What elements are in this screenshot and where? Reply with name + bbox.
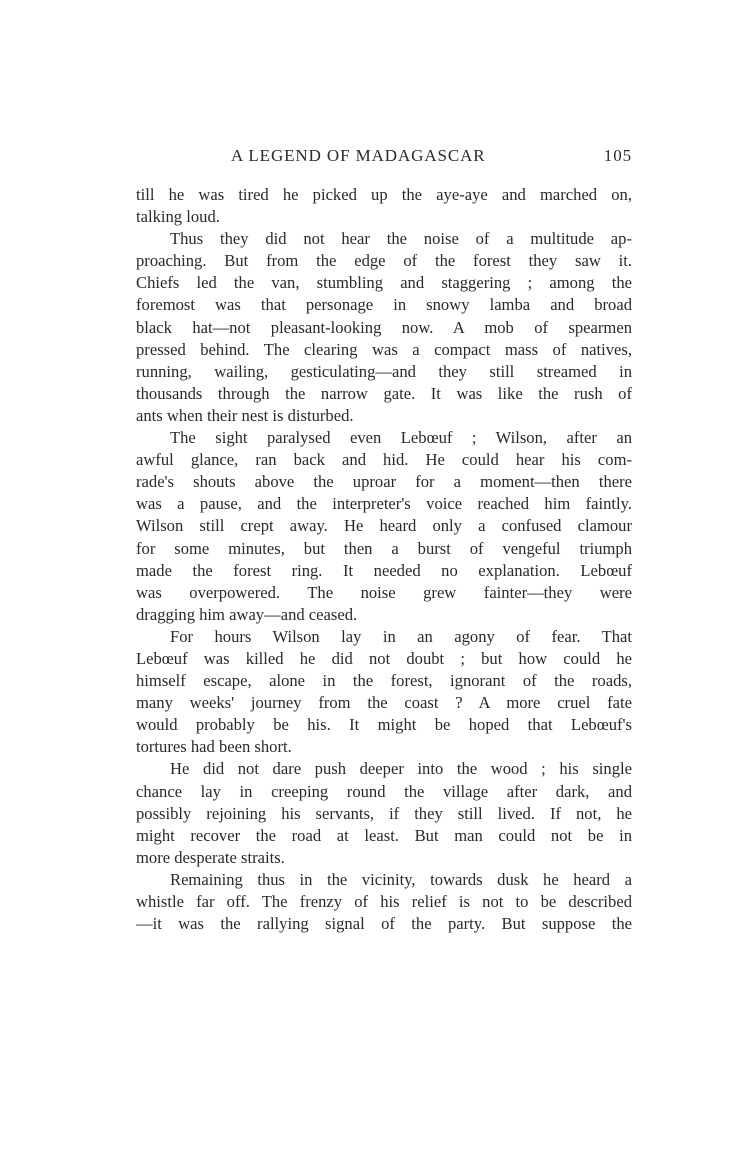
text-line: tortures had been short. xyxy=(136,737,292,757)
text-line: running, wailing, gesticulating—and they still streamed in xyxy=(136,361,632,381)
text-line: many weeks' journey from the coast ? A more cruel fate xyxy=(136,693,632,713)
text-line: Wilson still crept away. He heard only a confused clamour xyxy=(136,516,632,536)
text-line: foremost was that personage in snowy lamba and broad xyxy=(136,295,632,315)
text-line: Remaining thus in the vicinity, towards dusk he heard a xyxy=(170,869,632,889)
text-line: proaching. But from the edge of the forest they saw it. xyxy=(136,251,632,271)
text-line: For hours Wilson lay in an agony of fear. That xyxy=(170,626,632,646)
page-number: 105 xyxy=(603,146,632,165)
text-line: Chiefs led the van, stumbling and staggering ; among the xyxy=(136,273,632,293)
text-line: ants when their nest is disturbed. xyxy=(136,405,354,425)
text-line: Lebœuf was killed he did not doubt ; but how could he xyxy=(136,648,632,668)
text-line: more desperate straits. xyxy=(136,847,285,867)
text-line: was a pause, and the interpreter's voice reached him faintly. xyxy=(136,494,632,514)
text-line: himself escape, alone in the forest, ignorant of the roads, xyxy=(136,671,632,691)
text-line: was overpowered. The noise grew fainter—they were xyxy=(136,582,632,602)
text-line: dragging him away—and ceased. xyxy=(136,604,358,624)
text-line: might recover the road at least. But man could not be in xyxy=(136,825,632,845)
text-line: would probably be his. It might be hoped that Lebœuf's xyxy=(136,715,632,735)
text-line: black hat—not pleasant-looking now. A mob of spearmen xyxy=(136,317,632,337)
text-line: for some minutes, but then a burst of vengeful triumph xyxy=(136,538,632,558)
text-line: pressed behind. The clearing was a compact mass of natives, xyxy=(136,339,632,359)
text-line: chance lay in creeping round the village after dark, and xyxy=(136,781,632,801)
text-line: talking loud. xyxy=(136,207,220,227)
text-line: The sight paralysed even Lebœuf ; Wilson, after an xyxy=(170,428,632,448)
text-line: He did not dare push deeper into the wood ; his single xyxy=(170,759,632,779)
text-line: thousands through the narrow gate. It was like the rush of xyxy=(136,383,632,403)
text-line: awful glance, ran back and hid. He could hear his com- xyxy=(136,450,632,470)
running-title: A LEGEND OF MADAGASCAR xyxy=(231,146,486,165)
text-line: whistle far off. The frenzy of his relief is not to be described xyxy=(136,892,632,911)
text-line: —it was the rallying signal of the party. But suppose the xyxy=(136,914,632,934)
text-line: till he was tired he picked up the aye-aye and marched on, xyxy=(136,185,632,204)
body-text xyxy=(136,184,632,935)
text-line: rade's shouts above the uproar for a moment—then there xyxy=(136,472,632,492)
text-line: Thus they did not hear the noise of a multitude ap- xyxy=(170,229,632,249)
text-line: made the forest ring. It needed no explanation. Lebœuf xyxy=(136,560,632,580)
text-line: possibly rejoining his servants, if they still lived. If not, he xyxy=(136,803,632,823)
running-head xyxy=(136,146,632,170)
